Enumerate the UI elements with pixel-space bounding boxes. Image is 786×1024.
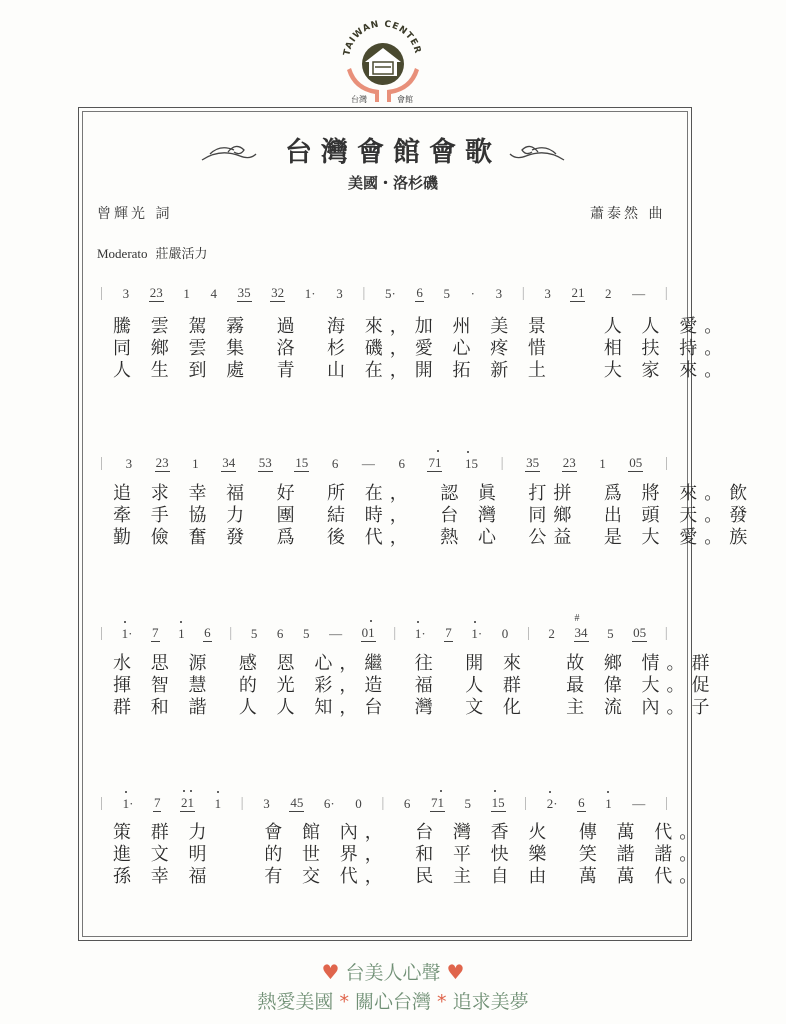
note: — [361, 456, 375, 471]
lyric-line: 揮 智 慧 的 光 彩，造 福 人 群 最 偉 大。促 [113, 675, 717, 696]
note-token [177, 626, 186, 642]
note: · [129, 796, 134, 811]
lyric-line: 孫 幸 福 有 交 代， 民 主 自 由 萬 萬 代。 [113, 866, 705, 887]
note: 0 [501, 626, 509, 641]
note: 2 [546, 796, 554, 811]
note-token [331, 456, 340, 472]
note: 5 [303, 626, 310, 641]
note-token [443, 286, 452, 302]
note-token [495, 286, 504, 302]
note-token [403, 796, 412, 812]
heart-icon: ♥ [321, 960, 340, 984]
heart-icon: ♥ [446, 960, 465, 984]
note: 6 [331, 456, 339, 471]
taiwan-center-logo [335, 12, 430, 104]
note-token [570, 285, 585, 302]
note: 1 [178, 626, 185, 641]
note: · [421, 626, 426, 641]
note: 1 [121, 626, 129, 641]
note: 1 [599, 456, 606, 471]
barline: | [664, 455, 668, 471]
composer-credit: 蕭泰然 曲 [590, 206, 666, 222]
barline: | [664, 285, 668, 301]
barline: | [521, 285, 525, 301]
svg-text:會館: 會館 [397, 95, 413, 104]
lyric-line: 群 和 諧 人 人 知，台 灣 文 化 主 流 內。子 [113, 697, 717, 718]
note: 3 [336, 286, 343, 301]
barline: | [362, 285, 366, 301]
note: 1 [192, 456, 199, 471]
note: — [632, 796, 646, 811]
note-token [384, 286, 397, 302]
barline: | [526, 625, 530, 641]
lyricist-credit: 曾輝光 詞 [97, 206, 173, 222]
note: 1 [304, 286, 312, 301]
note-token [214, 796, 223, 812]
note-token [547, 626, 556, 642]
note-token [562, 455, 577, 472]
barline: | [100, 455, 104, 471]
note-token [444, 625, 453, 642]
note-token [543, 286, 552, 302]
note-token [632, 625, 647, 642]
note: 6 [276, 626, 284, 641]
lyric-line: 策 群 力 會 館 內， 台 灣 香 火 傳 萬 代。 [113, 822, 705, 843]
note: 2 [155, 455, 163, 470]
note: 6 [204, 625, 211, 640]
note-token [464, 796, 473, 812]
note: 1 [491, 795, 499, 810]
note: · [391, 286, 396, 301]
note: 1 [122, 796, 130, 811]
note-token [631, 286, 646, 302]
note: 3 [526, 455, 533, 470]
motto-part: 關心台灣 [354, 991, 431, 1013]
note: 4 [228, 455, 236, 470]
note: 1 [465, 456, 472, 471]
footer-line1: 台美人心聲 [345, 962, 441, 984]
note: 1 [471, 626, 478, 641]
note-token [464, 456, 479, 472]
note-token [302, 626, 311, 642]
note: 0 [361, 625, 369, 640]
note-token [430, 795, 445, 812]
note: 7 [152, 625, 159, 640]
tempo-term: Moderato [97, 246, 148, 261]
note: 5 [464, 796, 472, 811]
note-token [427, 455, 442, 472]
note-token [209, 286, 218, 302]
note-token [397, 456, 406, 472]
note: 1 [183, 286, 190, 301]
footer-slogan [0, 958, 786, 985]
note: 1 [414, 626, 422, 641]
note: 2 [149, 285, 157, 300]
asterisk-icon: * [437, 991, 447, 1013]
barline: | [664, 625, 668, 641]
note-token [414, 626, 427, 642]
note-token [501, 626, 510, 642]
note: 5 [384, 286, 392, 301]
note: 3 [156, 285, 163, 300]
motto-part: 追求美夢 [452, 991, 529, 1013]
note-token [546, 796, 559, 812]
note: 5 [250, 626, 258, 641]
tempo-marking [97, 243, 216, 262]
note: 1 [368, 625, 375, 640]
lyrics-block [113, 653, 717, 719]
note-token [151, 625, 160, 642]
barline: | [240, 795, 244, 811]
notation-row [100, 786, 668, 812]
motto-part: 熱愛美國 [257, 991, 334, 1013]
note: 3 [162, 455, 169, 470]
svg-text:TAIWAN CENTER: TAIWAN CENTER [342, 19, 423, 57]
note: 0 [629, 455, 636, 470]
note-token [237, 285, 252, 302]
note: 1 [214, 796, 222, 811]
asterisk-icon: * [339, 991, 349, 1013]
note: 4 [581, 625, 588, 640]
note-token [289, 795, 304, 812]
note: — [632, 286, 646, 301]
note: 5 [532, 455, 540, 470]
note-token [525, 455, 540, 472]
note-token [598, 456, 607, 472]
note: 5 [639, 625, 647, 640]
note-token [335, 286, 344, 302]
note-token [149, 285, 164, 302]
note: 1 [187, 795, 195, 810]
note: 7 [153, 795, 161, 810]
note: 3 [263, 796, 270, 811]
note-token [125, 456, 134, 472]
note-token [323, 796, 336, 812]
note: 3 [237, 285, 245, 300]
note-token [180, 795, 195, 812]
note: · [330, 796, 335, 811]
note: 5 [301, 455, 309, 470]
note: 1 [295, 455, 302, 470]
tempo-expression: 莊嚴活力 [155, 246, 208, 261]
note: 2 [548, 626, 555, 641]
notation-row [100, 616, 668, 642]
lyrics-block [113, 483, 754, 549]
note-token [604, 286, 613, 302]
note: 3 # [575, 625, 582, 641]
barline: | [500, 455, 504, 471]
note: 3 [495, 286, 503, 301]
note: — [329, 626, 343, 641]
note: 5 [443, 286, 451, 301]
notation-row [100, 276, 668, 302]
note: 5 [258, 455, 266, 470]
note-token [122, 796, 135, 812]
note: · [311, 286, 316, 301]
note-token [631, 796, 646, 812]
note-token [270, 285, 285, 302]
note: · [128, 626, 133, 641]
song-subtitle: 美國・洛杉磯 [347, 174, 438, 192]
note-token [203, 625, 212, 642]
lyric-line: 騰 雲 駕 霧 過 海 來，加 州 美 景 人 人 愛。 [113, 316, 730, 337]
note-token [122, 286, 131, 302]
note: 5 [471, 456, 479, 471]
note-token [191, 456, 200, 472]
lyric-line: 追 求 幸 福 好 所 在， 認 眞 打拼 爲 將 來。飲 [113, 483, 755, 504]
note: 1 [437, 795, 444, 810]
barline: | [381, 795, 385, 811]
lyric-line: 進 文 明 的 世 界， 和 平 快 樂 笑 諧 諧。 [113, 844, 705, 865]
note: 3 [122, 286, 130, 301]
note: 6 [416, 285, 423, 300]
note: 6 [578, 795, 585, 810]
note-token [354, 796, 363, 812]
note-token [574, 625, 589, 642]
note-token [258, 455, 273, 472]
note-token [606, 626, 615, 642]
lyric-line: 同 鄉 雲 集 洛 杉 磯，愛 心 疼 惜 相 扶 持。 [113, 338, 730, 359]
note: 2 [181, 795, 188, 810]
note: 5 [607, 626, 614, 641]
note-token [121, 626, 134, 642]
lyric-line: 人 生 到 處 青 山 在，開 拓 新 土 大 家 來。 [113, 360, 730, 381]
note-token [328, 626, 343, 642]
note: 1 [434, 455, 442, 470]
song-title: 台灣會館會歌 [285, 137, 501, 168]
barline: | [524, 795, 528, 811]
lyric-line: 水 思 源 感 恩 心，繼 往 開 來 故 鄉 情。群 [113, 653, 717, 674]
note: 3 [125, 456, 133, 471]
note: 1 [577, 285, 585, 300]
note: 7 [430, 795, 438, 810]
note-token [628, 455, 643, 472]
note: 0 [355, 796, 362, 811]
note-token [470, 286, 476, 302]
note: 5 [498, 795, 505, 810]
note: 2 [277, 285, 285, 300]
barline: | [664, 795, 668, 811]
note: 3 [265, 455, 272, 470]
note-token [361, 456, 376, 472]
note-token [294, 455, 309, 472]
note: 6 [403, 796, 411, 811]
note: 2 [562, 455, 570, 470]
barline: | [229, 625, 233, 641]
note-token [415, 285, 424, 302]
barline: | [100, 625, 104, 641]
note-token [155, 455, 170, 472]
note: 3 [569, 455, 576, 470]
note: 4 [290, 795, 297, 810]
note-token [470, 626, 483, 642]
note-token [577, 795, 586, 812]
note-token [221, 455, 236, 472]
notation-row [100, 446, 668, 472]
note-token [182, 286, 191, 302]
note-token [604, 796, 613, 812]
note: · [470, 286, 475, 301]
lyrics-block [113, 822, 704, 888]
note-token [276, 626, 285, 642]
note: 5 [244, 285, 251, 300]
note-token [361, 625, 376, 642]
note: 1 [605, 796, 612, 811]
barline: | [393, 625, 397, 641]
note: 5 [635, 455, 643, 470]
note-token [262, 796, 271, 812]
note: 2 [571, 285, 578, 300]
note: 7 [428, 455, 435, 470]
note: 2 [605, 286, 612, 301]
note-token [304, 286, 317, 302]
note-token [491, 795, 506, 812]
barline: | [100, 795, 104, 811]
note: 3 [222, 455, 229, 470]
note: · [553, 796, 558, 811]
svg-text:台灣: 台灣 [351, 95, 367, 104]
barline: | [100, 285, 104, 301]
lyrics-block [113, 316, 729, 382]
note: 5 [296, 795, 304, 810]
note: · [477, 626, 483, 641]
footer-motto [0, 987, 786, 1014]
note: 6 [323, 796, 331, 811]
note: 3 [271, 285, 278, 300]
note-token [250, 626, 259, 642]
note: 4 [210, 286, 217, 301]
lyric-line: 勤 儉 奮 發 爲 後 代， 熱 心 公益 是 大 愛。族 [113, 527, 755, 548]
note: 7 [445, 625, 452, 640]
note-token [153, 795, 162, 812]
note: 0 [633, 625, 640, 640]
note: 3 [544, 286, 551, 301]
lyric-line: 牽 手 協 力 團 結 時， 台 灣 同鄉 出 頭 天。發 [113, 505, 755, 526]
note: 6 [398, 456, 405, 471]
